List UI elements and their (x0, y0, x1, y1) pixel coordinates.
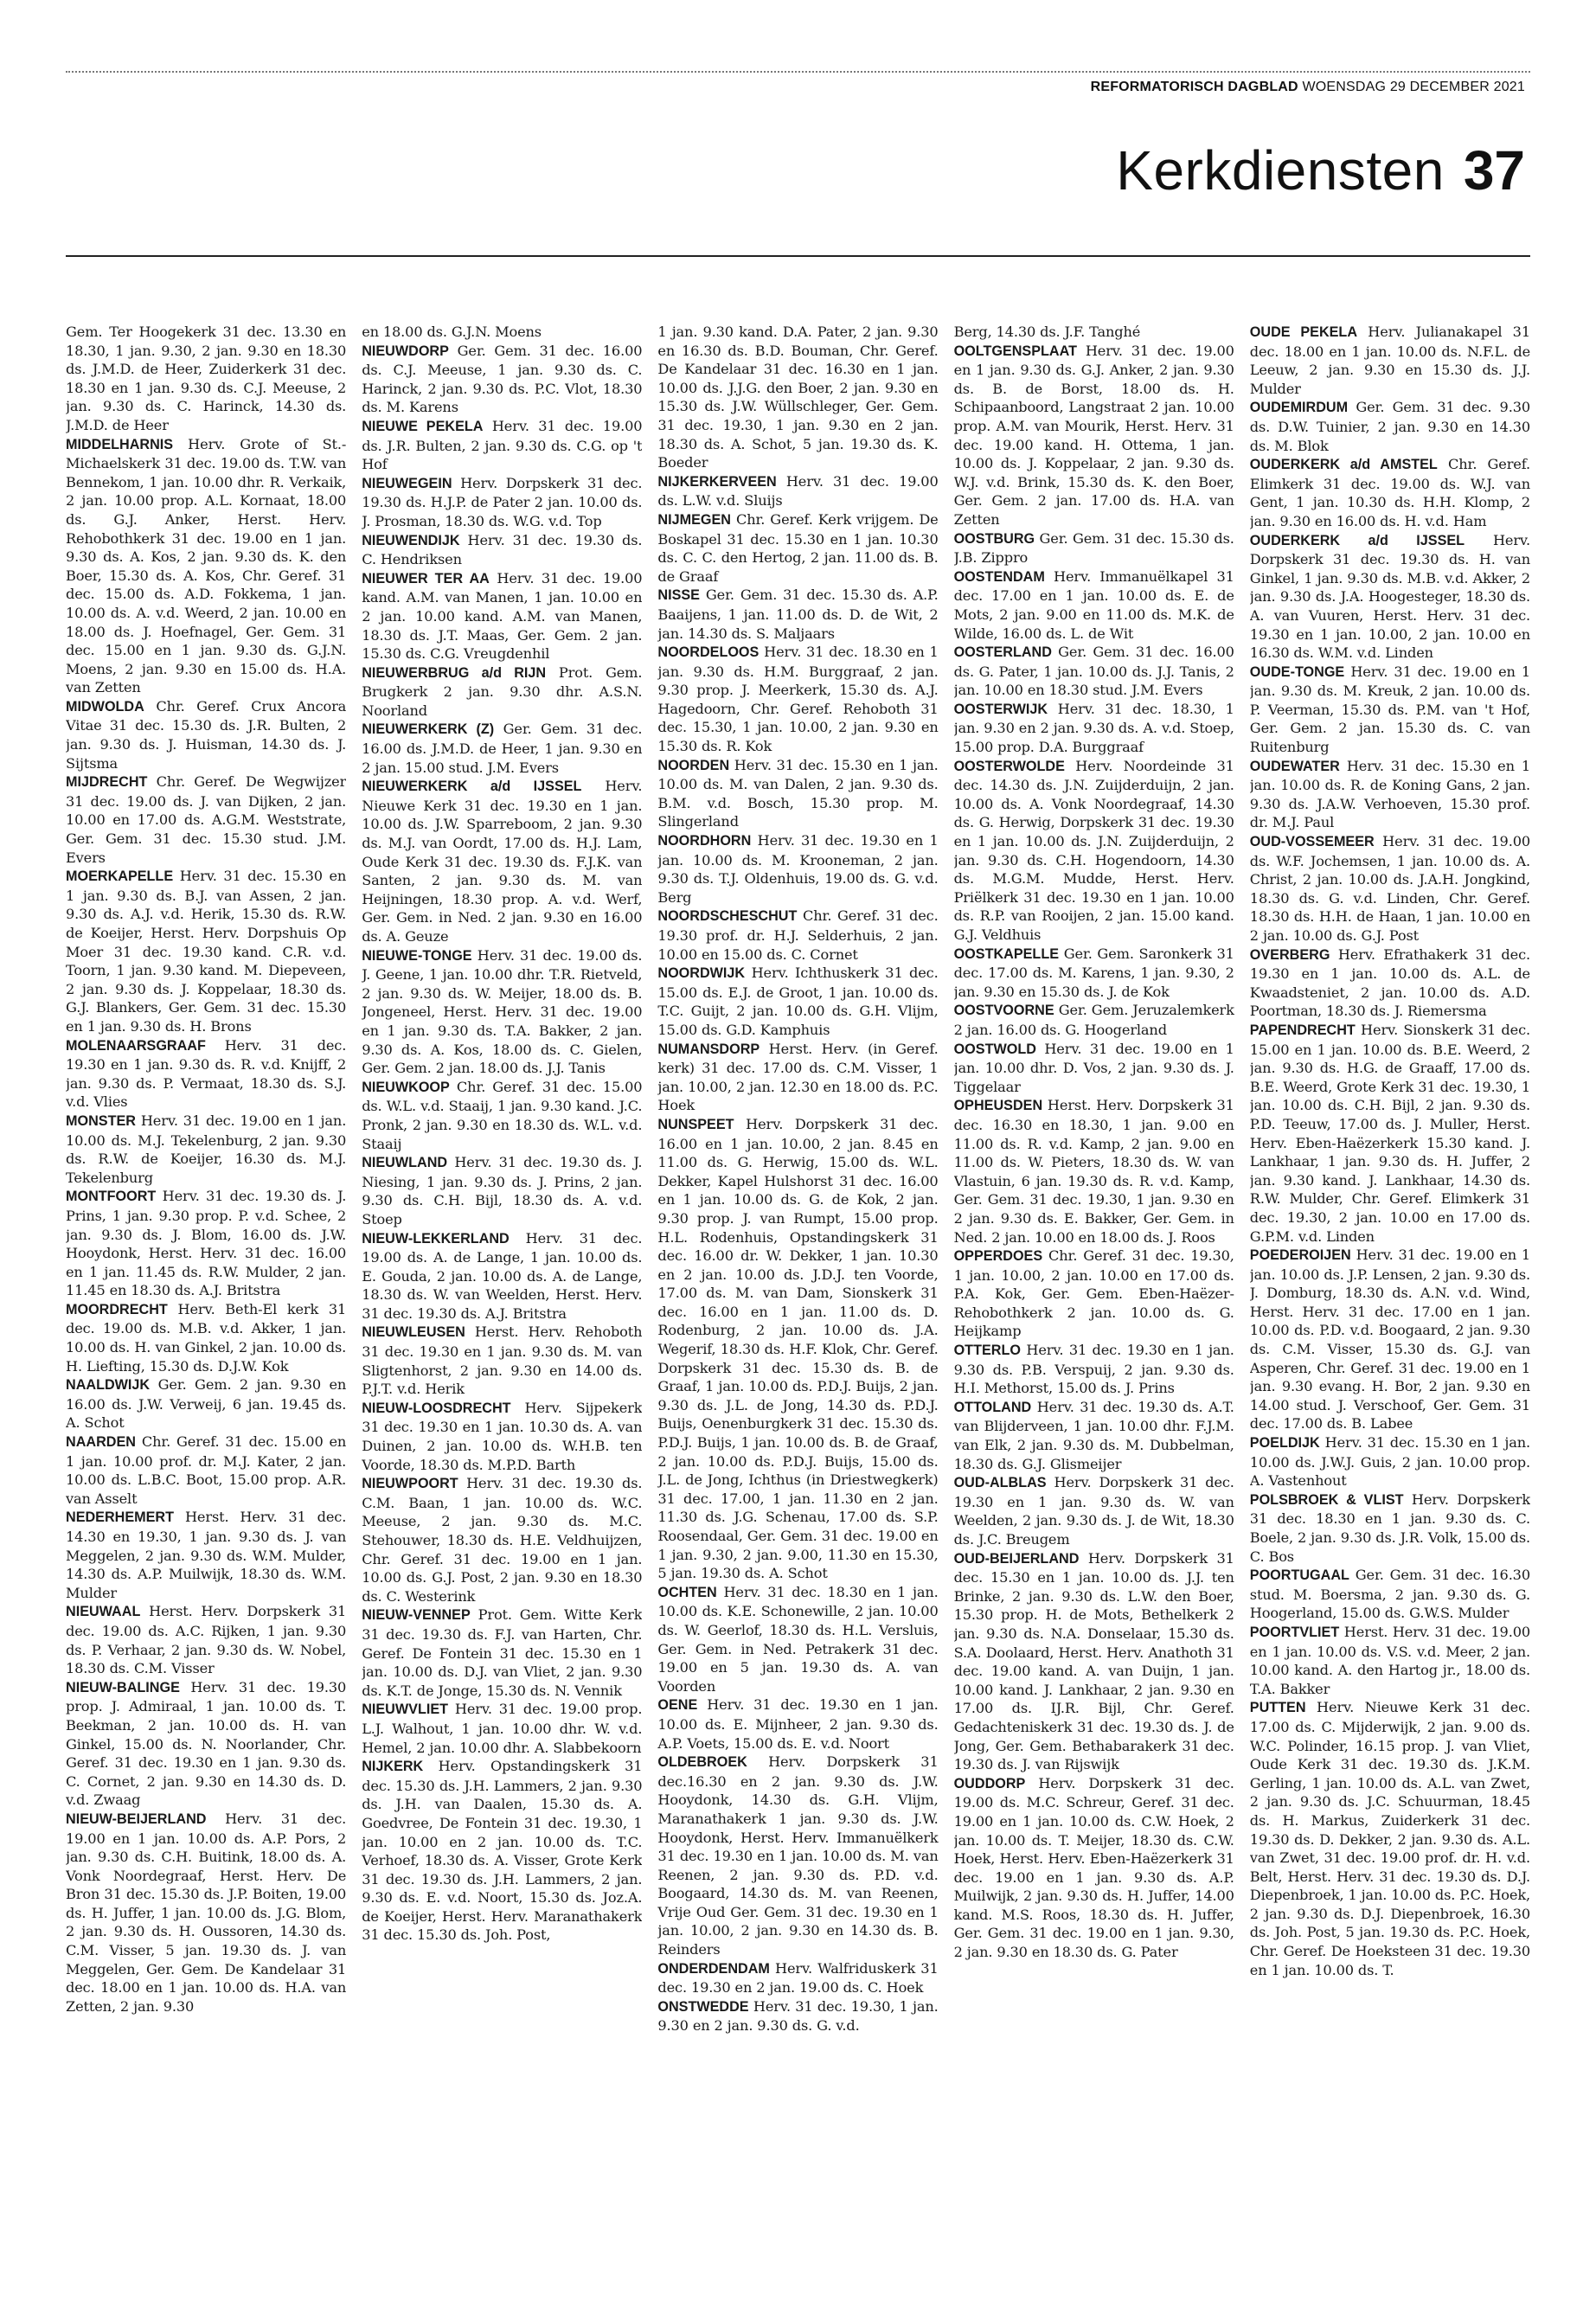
service-details: Herv. 31 dec. 19.00 ds. W.F. Jochemsen, 1 jan. 10.00 ds. A. Christ, 2 jan. 10.00 ds. J.A.H. Jongkind, 18.30 ds. G. v.d. Linden, Chr. Geref. 18.30 ds. H.H. de Haan, 1 jan. 10.00 en 2 jan. 10.00 ds. G.J. Post (1249, 833, 1530, 944)
service-details: Herv. 31 dec. 19.30 en 1 jan. 10.00 ds. M. Krooneman, 2 jan. 9.30 ds. T.J. Oldenhuis, 19.00 ds. G. v.d. Berg (657, 832, 939, 906)
service-details: Ger. Gem. 31 dec. 16.00 ds. C.J. Meeuse, 1 jan. 9.30 ds. C. Harinck, 2 jan. 9.30 ds. P.C. Vlot, 18.30 ds. M. Karens (362, 342, 643, 416)
service-details: Herv. 31 dec. 18.30, 1 jan. 9.30 en 2 jan. 9.30 ds. A. v.d. Stoep, 15.00 prop. D.A. Burggraaf (953, 700, 1234, 756)
church-service-entry (657, 964, 938, 1039)
service-details: Herv. 31 dec. 18.30 en 1 jan. 10.00 ds. K.E. Schonewille, 2 jan. 10.00 ds. W. Geerlof, 18.30 ds. H.L. Versluis, Ger. Gem. in Ned. Petrakerk 31 dec. 19.00 en 5 jan. 19.30 ds. A. van Voorden (657, 1583, 939, 1695)
church-service-entry (657, 1695, 938, 1753)
church-service-entry (1250, 323, 1530, 398)
service-details: Herst. Herv. Dorpskerk 31 dec. 19.00 ds. A.C. Rijken, 1 jan. 9.30 ds. P. Verhaar, 2 jan. 9.30 ds. W. Nobel, 18.30 ds. C.M. Visser (66, 1603, 347, 1677)
place-name: PAPENDRECHT (1249, 1022, 1356, 1038)
church-service-entry (954, 1398, 1234, 1473)
church-service-entry (954, 643, 1234, 700)
church-service-entry (1250, 1021, 1530, 1246)
service-details: Herv. Dorpskerk 31 dec. 19.30 en 1 jan. 9.30 ds. W. van Weelden, 2 jan. 9.30 ds. J. de Wit, 18.30 ds. J.C. Breugem (953, 1474, 1234, 1548)
service-details: Herv. 31 dec. 15.30 en 1 jan. 10.00 ds. M. van Dalen, 2 jan. 9.30 ds. B.M. v.d. Bosch, 15.30 prop. M. Slingerland (657, 756, 939, 830)
service-details: Herv. 31 dec. 19.00 en 1 jan. 9.30 ds. M. Kreuk, 2 jan. 10.00 ds. P. Veerman, 15.30 ds. P.M. van 't Hof, Ger. Gem. 2 jan. 15.30 ds. C. van Ruitenburg (1249, 663, 1530, 756)
place-name: OUDDORP (953, 1775, 1026, 1791)
service-details: Chr. Geref. Crux Ancora Vitae 31 dec. 15.30 ds. J.R. Bulten, 2 jan. 9.30 ds. J. Huisman, 14.30 ds. J. Sijtsma (66, 697, 347, 772)
service-details: Herv. Nieuwe Kerk 31 dec. 17.00 ds. C. Mijderwijk, 2 jan. 9.00 ds. W.C. Polinder, 16.15 prop. J. van Vliet, Oude Kerk 31 dec. 19.30 ds. J.K.M. Gerling, 1 jan. 10.00 ds. A.L. van Zwet, 2 jan. 9.30 ds. J.C. Schuurman, 18.45 ds. H. Markus, Zuiderkerk 31 dec. 19.30 ds. D. Dekker, 2 jan. 9.30 ds. A.L. van Zwet, 31 dec. 19.00 prof. dr. H. v.d. Belt, Herst. Herv. 31 dec. 19.30 ds. D.J. Diepenbroek, 1 jan. 10.00 ds. P.C. Hoek, 2 jan. 9.30 ds. D.J. Diepenbroek, 16.30 ds. Joh. Post, 5 jan. 19.30 ds. P.C. Hoek, Chr. Geref. De Hoeksteen 31 dec. 19.30 en 1 jan. 10.00 ds. T. (1249, 1699, 1530, 1978)
place-name: NIJKERKERVEEN (657, 473, 777, 490)
service-details: Herv. Dorpskerk 31 dec. 19.00 ds. M.C. Schreur, Geref. 31 dec. 19.00 en 1 jan. 10.00 ds. C.W. Hoek, 2 jan. 10.00 ds. T. Meijer, 18.30 ds. C.W. Hoek, Herst. Herv. Eben-Haëzerkerk 31 dec. 19.00 en 1 jan. 9.30 ds. A.P. Muilwijk, 2 jan. 9.30 ds. H. Juffer, 14.00 kand. M.S. Roos, 18.30 ds. H. Juffer, Ger. Gem. 31 dec. 19.00 en 1 jan. 9.30, 2 jan. 9.30 en 18.30 ds. G. Pater (953, 1774, 1234, 1961)
service-details: Chr. Geref. 31 dec. 15.00 ds. W.L. v.d. Staaij, 1 jan. 9.30 kand. J.C. Pronk, 2 jan. 9.30 en 18.30 ds. W.L. v.d. Staaij (362, 1078, 643, 1152)
place-name: NIEUWAAL (66, 1604, 141, 1620)
church-service-entry (66, 1300, 346, 1375)
church-service-entry (954, 323, 1234, 342)
church-service-entry (954, 945, 1234, 1002)
church-service-entry (66, 1433, 346, 1508)
church-service-entry (362, 474, 642, 531)
church-service-entry (66, 323, 346, 435)
service-details: Herv. 31 dec. 18.30 en 1 jan. 9.30 ds. H.M. Burggraaf, 2 jan. 9.30 prop. J. Meerkerk, 15.30 ds. A.J. Hagedoorn, Chr. Geref. Rehoboth 31 dec. 15.30, 1 jan. 10.00, 2 jan. 9.30 en 15.30 ds. R. Kok (657, 644, 939, 755)
church-service-entry (66, 772, 346, 867)
church-service-entry (657, 323, 938, 472)
church-service-entry (657, 756, 938, 831)
service-details: Herv. 31 dec. 19.30 ds. C.M. Baan, 1 jan. 10.00 ds. W.C. Meeuse, 2 jan. 9.30 ds. M.C. Stehouwer, 18.30 ds. H.E. Veldhuijzen, Chr. Geref. 31 dec. 19.00 en 1 jan. 10.00 ds. G.J. Post, 2 jan. 9.30 en 18.30 ds. C. Westerink (362, 1475, 643, 1605)
church-service-entry (1250, 757, 1530, 832)
church-service-entry (362, 323, 642, 342)
church-service-entry (657, 472, 938, 510)
newspaper-name: REFORMATORISCH DAGBLAD (1090, 80, 1298, 94)
service-details: Herv. Dorpskerk 31 dec. 19.30 ds. H.J.P. de Pater 2 jan. 10.00 ds. J. Prosman, 18.30 ds. W.G. v.d. Top (362, 474, 643, 529)
church-service-entry (1250, 1623, 1530, 1698)
place-name: NAARDEN (66, 1434, 136, 1451)
service-details: Herv. Dorpskerk 31 dec.16.30 en 2 jan. 9.30 ds. J.W. Hooydonk, 14.30 ds. G.H. Vlijm, Maranathakerk 1 jan. 9.30 ds. J.W. Hooydonk, Herst. Herv. Immanuëlkerk 31 dec. 19.30 en 1 jan. 10.00 ds. M. van Reenen, 2 jan. 9.30 ds. P.D. v.d. Boogaard, 14.30 ds. M. van Reenen, Vrije Oud Ger. Gem. 31 dec. 19.30 en 1 jan. 10.00, 2 jan. 9.30 en 14.30 ds. B. Reinders (657, 1753, 939, 1958)
church-service-entry (362, 663, 642, 721)
church-service-entry (657, 643, 938, 756)
service-details: Herv. 31 dec. 19.00 en 1 jan. 10.00 ds. M.J. Tekelenburg, 2 jan. 9.30 ds. R.W. de Koeijer, 16.30 ds. M.J. Tekelenburg (66, 1112, 347, 1186)
service-details: en 18.00 ds. G.J.N. Moens (362, 324, 542, 340)
place-name: MOLENAARSGRAAF (66, 1037, 206, 1054)
service-details: Herv. Walfriduskerk 31 dec. 19.30 en 2 jan. 19.00 ds. C. Hoek (657, 1959, 939, 1997)
place-name: NISSE (657, 587, 700, 604)
service-details: Chr. Geref. De Wegwijzer 31 dec. 19.00 ds. J. van Dijken, 2 jan. 10.00 en 17.00 ds. A.G.M. Weststrate, Ger. Gem. 31 dec. 15.30 stud. J.M. Evers (66, 773, 347, 866)
service-details: Herv. 31 dec. 19.00 ds. J.R. Bulten, 2 jan. 9.30 ds. C.G. op 't Hof (362, 417, 643, 473)
place-name: OUDEWATER (1249, 758, 1340, 774)
place-name: OOSTVOORNE (953, 1003, 1054, 1019)
place-name: NIEUW-BALINGE (66, 1679, 180, 1695)
place-name: OCHTEN (657, 1584, 717, 1600)
column-1 (66, 323, 346, 2256)
service-details: Ger. Gem. 31 dec. 9.30 ds. D.W. Tuinier, 2 jan. 9.30 en 14.30 ds. M. Blok (1249, 399, 1530, 454)
header-rule (66, 255, 1530, 257)
church-service-entry (657, 907, 938, 964)
place-name: NIEUWERKERK (Z) (362, 721, 495, 738)
church-service-entry (657, 1959, 938, 1997)
place-name: NIJKERK (362, 1759, 424, 1775)
church-service-entry (362, 1078, 642, 1153)
place-name: NIEUWLAND (362, 1155, 448, 1171)
place-name: OUDE-TONGE (1249, 663, 1345, 680)
church-service-entry (1250, 1246, 1530, 1433)
church-service-entry (362, 720, 642, 777)
service-details: Herst. Herv. (in Geref. kerk) 31 dec. 17.00 ds. C.M. Visser, 1 jan. 10.00, 2 jan. 12.30 en 18.00 ds. P.C. Hoek (657, 1040, 939, 1114)
church-service-entry (362, 1700, 642, 1757)
church-service-entry (1250, 1698, 1530, 1979)
service-details: Herv. Dorpskerk 31 dec. 15.30 en 1 jan. 10.00 ds. J.J. ten Brinke, 2 jan. 9.30 ds. L.W. den Boer, 15.30 prop. H. de Mots, Bethelkerk 2 jan. 9.30 ds. N.A. Donselaar, 15.30 ds. S.A. Doolaard, Herst. Herv. Anathoth 31 dec. 19.00 kand. A. van Duijn, 1 jan. 10.00 kand. J. Lankhaar, 2 jan. 9.30 en 17.00 ds. IJ.R. Bijl, Chr. Geref. Gedachteniskerk 31 dec. 19.30 ds. J. de Jong, Ger. Gem. Bethabarakerk 31 dec. 19.30 ds. J. van Rijswijk (953, 1549, 1234, 1773)
service-details: Herv. Immanuëlkapel 31 dec. 17.00 en 1 jan. 10.00 ds. E. de Mots, 2 jan. 9.00 en 11.00 ds. M.K. de Wilde, 16.00 ds. L. de Wit (953, 567, 1234, 642)
service-details: Herv. 31 dec. 19.00 kand. A.M. van Manen, 1 jan. 10.00 en 2 jan. 10.00 kand. A.M. van Manen, 18.30 ds. J.T. Maas, Ger. Gem. 2 jan. 15.30 ds. C.G. Vreugdenhil (362, 569, 643, 663)
place-name: NOORDWIJK (657, 965, 746, 982)
church-service-entry (954, 567, 1234, 643)
service-details: Herst. Herv. 31 dec. 14.30 en 19.30, 1 jan. 9.30 ds. J. van Meggelen, 2 jan. 9.30 ds. W.M. Mulder, 14.30 ds. A.P. Muilwijk, 18.30 ds. W.M. Mulder (66, 1509, 347, 1601)
church-service-entry (1250, 455, 1530, 530)
church-service-entry (657, 510, 938, 586)
service-details: Gem. Ter Hoogekerk 31 dec. 13.30 en 18.30, 1 jan. 9.30, 2 jan. 9.30 en 18.30 ds. J.M.D. de Heer, Zuiderkerk 31 dec. 18.30 en 1 jan. 9.30 ds. C.J. Meeuse, 2 jan. 9.30 ds. C. Harinck, 14.30 ds. J.M.D. de Heer (66, 324, 347, 433)
service-details: Herv. 31 dec. 19.30 en 1 jan. 9.30 ds. R. v.d. Knijff, 2 jan. 9.30 ds. P. Vermaat, 18.30 ds. S.J. v.d. Vlies (66, 1036, 347, 1111)
church-service-entry (362, 342, 642, 417)
church-service-entry (1250, 1433, 1530, 1490)
place-name: OTTOLAND (953, 1399, 1032, 1415)
church-service-entry (362, 1606, 642, 1700)
service-details: Herv. 31 dec. 19.30 ds. J. Prins, 1 jan. 9.30 prop. P. v.d. Schee, 2 jan. 9.30 ds. J. Blom, 16.00 ds. J.W. Hooydonk, Herst. Herv. 31 dec. 16.00 en 1 jan. 11.45 ds. R.W. Mulder, 2 jan. 11.45 en 18.30 ds. A.J. Britstra (66, 1188, 347, 1299)
place-name: NEDERHEMERT (66, 1509, 175, 1526)
place-name: NOORDHORN (657, 833, 752, 849)
place-name: NIJMEGEN (657, 511, 731, 528)
place-name: MIDDELHARNIS (66, 436, 174, 452)
church-service-entry (66, 1508, 346, 1602)
listing-columns (66, 323, 1530, 2256)
place-name: OUD-BEIJERLAND (953, 1550, 1080, 1567)
church-service-entry (1250, 531, 1530, 663)
church-service-entry (66, 1375, 346, 1433)
church-service-entry (362, 777, 642, 945)
place-name: OOLTGENSPLAAT (953, 343, 1077, 359)
place-name: OOSTBURG (953, 530, 1035, 547)
place-name: OUDERKERK a/d IJSSEL (1249, 532, 1465, 548)
place-name: OUDERKERK a/d AMSTEL (1249, 457, 1438, 473)
church-service-entry (66, 1187, 346, 1300)
service-details: Herv. Ichthuskerk 31 dec. 15.00 ds. E.J. de Groot, 1 jan. 10.00 ds. T.C. Guijt, 2 jan. 10.00 ds. G.H. Vlijm, 15.00 ds. G.D. Kamphuis (657, 965, 939, 1038)
service-details: Ger. Gem. 31 dec. 16.00 ds. J.M.D. de Heer, 1 jan. 9.30 en 2 jan. 15.00 stud. J.M. Evers (362, 721, 643, 776)
place-name: ONDERDENDAM (657, 1960, 770, 1977)
column-3 (657, 323, 938, 2256)
service-details: Herv. Beth-El kerk 31 dec. 19.00 ds. M.B. v.d. Akker, 1 jan. 10.00 ds. H. van Ginkel, 2 jan. 10.00 ds. H. Liefting, 15.30 ds. D.J.W. Kok (66, 1300, 347, 1375)
place-name: OOSTWOLD (953, 1041, 1036, 1057)
service-details: Herv. 31 dec. 19.30 ds. C. Hendriksen (362, 531, 643, 568)
place-name: NOORDSCHESCHUT (657, 908, 798, 925)
place-name: NIEUWER TER AA (362, 570, 490, 586)
column-2 (362, 323, 642, 2256)
service-details: Chr. Geref. 31 dec. 15.00 en 1 jan. 10.00 prof. dr. M.J. Kater, 2 jan. 10.00 ds. L.B.C. Boot, 15.00 prop. A.R. van Asselt (66, 1433, 347, 1507)
church-service-entry (657, 1997, 938, 2035)
church-service-entry (954, 1473, 1234, 1548)
place-name: OOSTERLAND (953, 644, 1052, 661)
church-service-entry (954, 1096, 1234, 1247)
place-name: NIEUWERKERK a/d IJSSEL (362, 779, 582, 795)
section-title: Kerkdiensten (1116, 139, 1445, 202)
church-service-entry (362, 946, 642, 1078)
service-details: Ger. Gem. Jeruzalemkerk 2 jan. 16.00 ds. G. Hoogerland (953, 1002, 1234, 1038)
service-details: Chr. Geref. Elimkerk 31 dec. 19.00 ds. W.J. van Gent, 1 jan. 10.30 ds. H.H. Klomp, 2 jan. 9.30 en 16.00 ds. H. v.d. Ham (1249, 456, 1530, 529)
service-details: Herv. 31 dec. 19.30 ds. J. Niesing, 1 jan. 9.30 ds. J. Prins, 2 jan. 9.30 ds. C.H. Bijl, 18.30 ds. A. v.d. Stoep (362, 1154, 643, 1227)
place-name: NIEUWLEUSEN (362, 1324, 465, 1341)
place-name: OPPERDOES (953, 1248, 1043, 1265)
place-name: OUDEMIRDUM (1249, 400, 1349, 416)
service-details: Berg, 14.30 ds. J.F. Tanghé (953, 324, 1141, 340)
place-name: NIEUWE-TONGE (362, 947, 472, 964)
church-service-entry (1250, 1566, 1530, 1623)
place-name: OPHEUSDEN (953, 1098, 1043, 1114)
place-name: OLDEBROEK (657, 1754, 747, 1771)
service-details: Herst. Herv. Rehoboth 31 dec. 19.30 en 1 jan. 9.30 ds. M. van Sligtenhorst, 2 jan. 9.30 en 14.00 ds. P.J.T. v.d. Herik (362, 1324, 643, 1398)
service-details: Herv. 31 dec. 19.00 ds. L.W. v.d. Sluijs (657, 472, 939, 510)
service-details: Ger. Gem. 2 jan. 9.30 en 16.00 ds. J.W. Verweij, 6 jan. 19.45 ds. A. Schot (66, 1376, 347, 1432)
place-name: POORTVLIET (1249, 1624, 1340, 1640)
top-dotted-rule (66, 71, 1530, 73)
service-details: Herv. Sijpekerk 31 dec. 19.30 en 1 jan. 10.30 ds. A. van Duinen, 2 jan. 10.00 ds. W.H.B. ten Voorde, 18.30 ds. M.P.D. Barth (362, 1399, 643, 1473)
service-details: Ger. Gem. 31 dec. 16.00 ds. G. Pater, 1 jan. 10.00 ds. J.J. Tanis, 2 jan. 10.00 en 18.30 stud. J.M. Evers (953, 644, 1234, 699)
place-name: NUMANSDORP (657, 1041, 760, 1057)
service-details: Herv. 31 dec. 19.00 ds. A. de Lange, 1 jan. 10.00 ds. E. Gouda, 2 jan. 10.00 ds. A. de Lange, 18.30 ds. W. van Weelden, Herst. Herv. 31 dec. 19.30 ds. A.J. Britstra (362, 1229, 643, 1322)
service-details: Chr. Geref. 31 dec. 19.30, 1 jan. 10.00, 2 jan. 10.00 en 17.00 ds. P.A. Kok, Ger. Gem. Eben-Haëzer-Rehobothkerk 2 jan. 10.00 ds. G. Heijkamp (953, 1247, 1234, 1340)
column-4 (954, 323, 1234, 2256)
service-details: Ger. Gem. Saronkerk 31 dec. 17.00 ds. M. Karens, 1 jan. 9.30, 2 jan. 9.30 en 15.30 ds. J. de Kok (953, 945, 1234, 1000)
issue-date: WOENSDAG 29 DECEMBER 2021 (1302, 80, 1525, 94)
church-service-entry (954, 1774, 1234, 1962)
service-details: Herv. Efrathakerk 31 dec. 19.30 en 1 jan. 10.00 ds. A.L. de Kwaadsteniet, 2 jan. 10.00 ds. A.D. Poortman, 18.30 ds. J. Riemersma (1249, 945, 1530, 1020)
service-details: Herv. Julianakapel 31 dec. 18.00 en 1 jan. 10.00 ds. N.F.L. de Leeuw, 2 jan. 9.30 en 15.30 ds. J.J. Mulder (1249, 324, 1530, 397)
church-service-entry (362, 531, 642, 569)
service-details: Herv. Dorpskerk 31 dec. 18.30 en 1 jan. 9.30 ds. C. Boele, 2 jan. 9.30 ds. J.R. Volk, 15.00 ds. C. Bos (1249, 1490, 1530, 1565)
place-name: OUDE PEKELA (1249, 324, 1358, 340)
place-name: PUTTEN (1249, 1700, 1306, 1716)
church-service-entry (954, 700, 1234, 757)
service-details: Herv. 31 dec. 19.30 en 1 jan. 9.30 ds. P.B. Verspuij, 2 jan. 9.30 ds. H.I. Methorst, 15.00 ds. J. Prins (953, 1342, 1234, 1397)
service-details: Herv. 31 dec. 19.00 en 1 jan. 10.00 dhr. D. Vos, 2 jan. 9.30 ds. J. Tiggelaar (953, 1040, 1234, 1095)
church-service-entry (954, 757, 1234, 945)
place-name: NIEUWDORP (362, 343, 449, 359)
service-details: Herv. 31 dec. 19.00 ds. J. Geene, 1 jan. 10.00 dhr. T.R. Rietveld, 2 jan. 9.30 ds. W. Meijer, 18.00 ds. B. Jongeneel, Herst. Herv. 31 dec. 19.00 en 1 jan. 9.30 ds. T.A. Bakker, 2 jan. 9.30 ds. A. Kos, 18.00 ds. C. Gielen, Ger. Gem. 2 jan. 18.00 ds. J.J. Tanis (362, 946, 643, 1077)
place-name: NIEUW-LOOSDRECHT (362, 1400, 511, 1416)
church-service-entry (657, 1753, 938, 1959)
place-name: MOERKAPELLE (66, 868, 174, 885)
service-details: Prot. Gem. Witte Kerk 31 dec. 19.30 ds. F.J. van Harten, Chr. Geref. De Fontein 31 dec. 15.30 en 1 jan. 10.00 ds. D.J. van Vliet, 2 jan. 9.30 ds. K.T. de Jonge, 15.30 ds. N. Vennik (362, 1606, 643, 1699)
service-details: Herv. 31 dec. 19.30 prop. J. Admiraal, 1 jan. 10.00 ds. T. Beekman, 2 jan. 10.00 ds. H. van Ginkel, 15.00 ds. N. Noorlander, Chr. Geref. 31 dec. 19.30 en 1 jan. 9.30 ds. C. Cornet, 2 jan. 9.30 en 14.30 ds. D. v.d. Zwaag (66, 1678, 347, 1809)
church-service-entry (362, 1229, 642, 1324)
place-name: NIEUWVLIET (362, 1702, 449, 1718)
service-details: Herv. Grote of St.-Michaelskerk 31 dec. 19.00 ds. T.W. van Bennekom, 1 jan. 10.00 dhr. R. Verkaik, 2 jan. 10.00 prop. A.L. Kornaat, 18.00 ds. G.J. Anker, Herst. Herv. Rehobothkerk 31 dec. 19.00 en 1 jan. 9.30 ds. A. Kos, 2 jan. 9.30 ds. K. den Boer, 15.30 ds. A. Kos, Chr. Geref. 31 dec. 15.00 ds. A.D. Fokkema, 1 jan. 10.00 ds. A. v.d. Weerd, 2 jan. 10.00 en 18.00 ds. J. Hoefnagel, Ger. Gem. 31 dec. 15.00 en 1 jan. 9.30 ds. G.J.N. Moens, 2 jan. 9.30 en 15.00 ds. H.A. van Zetten (66, 435, 347, 696)
service-details: Herv. Sionskerk 31 dec. 15.00 en 1 jan. 10.00 ds. B.E. Weerd, 2 jan. 9.30 ds. H.G. de Graaff, 17.00 ds. B.E. Weerd, Grote Kerk 31 dec. 19.30, 1 jan. 10.00 ds. C.H. Bijl, 2 jan. 9.30 ds. P.D. Teeuw, 17.00 ds. J. Muller, Herst. Herv. Eben-Haëzerkerk 15.30 kand. J. Lankhaar, 1 jan. 9.30 ds. H. Juffer, 2 jan. 9.30 kand. J. Lankhaar, 14.30 ds. R.W. Mulder, Chr. Geref. Elimkerk 31 dec. 19.30, 2 jan. 10.00 en 17.00 ds. G.P.M. v.d. Linden (1249, 1021, 1530, 1245)
service-details: Herv. Dorpskerk 31 dec. 16.00 en 1 jan. 10.00, 2 jan. 8.45 en 11.00 ds. G. Herwig, 15.00 ds. W.L. Dekker, Kapel Hulshorst 31 dec. 16.00 en 1 jan. 10.00 ds. G. de Kok, 2 jan. 9.30 prop. J. van Rumpt, 15.00 prop. H.L. Rodenhuis, Opstandingskerk 31 dec. 16.00 dr. W. Dekker, 1 jan. 10.30 en 2 jan. 10.00 ds. J.D.J. ten Voorde, 17.00 ds. M. van Dam, Sionskerk 31 dec. 16.00 en 1 jan. 11.00 ds. D. Rodenburg, 2 jan. 10.00 ds. J.A. Wegerif, 18.30 ds. H.F. Klok, Chr. Geref. Dorpskerk 31 dec. 15.30 ds. B. de Graaf, 1 jan. 10.00 ds. P.D.J. Buijs, 2 jan. 9.30 ds. J.L. de Jong, 14.30 ds. P.D.J. Buijs, Oenenburgkerk 31 dec. 15.30 ds. P.D.J. Buijs, 1 jan. 10.00 ds. B. de Graaf, 2 jan. 10.00 ds. P.D.J. Buijs, 15.00 ds. J.L. de Jong, Ichthus (in Driestwegkerk) 31 dec. 17.00, 1 jan. 11.30 en 2 jan. 11.30 ds. J.G. Schenau, 17.00 ds. S.P. Roosendaal, Ger. Gem. 31 dec. 19.00 en 1 jan. 9.30, 2 jan. 9.00, 11.30 en 15.30, 5 jan. 19.30 ds. A. Schot (657, 1115, 939, 1582)
place-name: POLSBROEK & VLIST (1249, 1491, 1404, 1508)
service-details: Herst. Herv. Dorpskerk 31 dec. 16.30 en 18.30, 1 jan. 9.00 en 11.00 ds. R. v.d. Kamp, 2 jan. 9.00 en 11.00 ds. W. Pieters, 18.30 ds. W. van Vlastuin, 6 jan. 19.30 ds. R. v.d. Kamp, Ger. Gem. 31 dec. 19.30, 1 jan. 9.30 en 2 jan. 9.30 ds. E. Bakker, Ger. Gem. in Ned. 2 jan. 10.00 en 18.00 ds. J. Roos (953, 1097, 1234, 1246)
place-name: POORTUGAAL (1249, 1567, 1349, 1584)
place-name: NIEUWERBRUG a/d RIJN (362, 664, 547, 681)
place-name: NOORDELOOS (657, 644, 760, 661)
service-details: Herv. 31 dec. 19.00 en 1 jan. 9.30 ds. G.J. Anker, 2 jan. 9.30 ds. B. de Borst, 18.00 ds. H. Schipaanboord, Langstraat 2 jan. 10.00 prop. A.M. van Mourik, Herst. Herv. 31 dec. 19.00 kand. H. Ottema, 1 jan. 10.00 ds. J. Koppelaar, 2 jan. 9.30 ds. W.J. v.d. Brink, 15.30 ds. K. den Boer, Ger. Gem. 2 jan. 17.00 ds. H.A. van Zetten (953, 342, 1234, 528)
place-name: MIJDRECHT (66, 774, 148, 791)
service-details: Chr. Geref. Kerk vrijgem. De Boskapel 31 dec. 15.30 en 1 jan. 10.30 ds. C. C. den Hertog, 2 jan. 11.00 ds. B. de Graaf (657, 510, 939, 585)
service-details: Herv. Noordeinde 31 dec. 14.30 ds. J.N. Zuijderduijn, 2 jan. 10.00 ds. A. Vonk Noordegraaf, 14.30 ds. G. Herwig, Dorpskerk 31 dec. 19.30 en 1 jan. 10.00 ds. J.N. Zuijderduijn, 2 jan. 9.30 ds. C.H. Hogendoorn, 14.30 ds. M.G.M. Mudde, Herst. Herv. Priëlkerk 31 dec. 19.30 en 1 jan. 10.00 ds. R.P. van Rooijen, 2 jan. 15.00 kand. G.J. Veldhuis (953, 757, 1234, 943)
church-service-entry (657, 1583, 938, 1696)
place-name: MONSTER (66, 1112, 136, 1129)
service-details: Herv. 31 dec. 19.30 ds. A.T. van Blijderveen, 1 jan. 10.00 dhr. F.J.M. van Elk, 2 jan. 9.30 ds. M. Dubbelman, 18.30 ds. G.J. Glismeijer (953, 1398, 1234, 1472)
church-service-entry (362, 1323, 642, 1398)
place-name: POEDEROIJEN (1249, 1247, 1351, 1264)
church-service-entry (954, 342, 1234, 529)
place-name: NIEUWEGEIN (362, 475, 452, 491)
church-service-entry (657, 586, 938, 643)
church-service-entry (66, 435, 346, 697)
church-service-entry (657, 831, 938, 907)
place-name: OOSTKAPELLE (953, 945, 1060, 962)
church-service-entry (954, 1247, 1234, 1341)
church-service-entry (66, 697, 346, 772)
church-service-entry (954, 1341, 1234, 1398)
service-details: Herv. 31 dec. 15.30 en 1 jan. 10.00 ds. J.W.J. Guis, 2 jan. 10.00 prop. A. Vastenhout (1249, 1434, 1530, 1490)
place-name: POELDIJK (1249, 1435, 1320, 1452)
masthead (1091, 80, 1525, 95)
column-5 (1250, 323, 1530, 2256)
service-details: Chr. Geref. 31 dec. 19.30 prof. dr. H.J. Selderhuis, 2 jan. 10.00 en 15.00 ds. C. Cornet (657, 907, 939, 963)
place-name: OENE (657, 1697, 698, 1714)
church-service-entry (1250, 1490, 1530, 1566)
service-details: Herv. Opstandingskerk 31 dec. 15.30 ds. J.H. Lammers, 2 jan. 9.30 ds. J.H. van Daalen, 15.30 ds. A. Goedvree, De Fontein 31 dec. 19.30, 1 jan. 10.00 en 2 jan. 10.00 ds. T.C. Verhoef, 18.30 ds. A. Visser, Grote Kerk 31 dec. 19.30 ds. J.H. Lammers, 2 jan. 9.30 ds. E. v.d. Noort, 15.30 ds. Joz.A. de Koeijer, Herst. Herv. Maranathakerk 31 dec. 15.30 ds. Joh. Post, (362, 1758, 643, 1944)
church-service-entry (954, 1549, 1234, 1774)
service-details: Herv. 31 dec. 19.00 en 1 jan. 10.00 ds. A.P. Pors, 2 jan. 9.30 ds. C.H. Buitink, 18.00 ds. A. Vonk Noordegraaf, Herst. Herv. De Bron 31 dec. 15.30 ds. J.P. Boiten, 19.00 ds. H. Juffer, 1 jan. 10.00 ds. J.G. Blom, 2 jan. 9.30 ds. H. Oussoren, 14.30 ds. C.M. Visser, 5 jan. 19.30 ds. J. van Meggelen, Ger. Gem. De Kandelaar 31 dec. 18.00 en 1 jan. 10.00 ds. H.A. van Zetten, 2 jan. 9.30 (66, 1810, 347, 2015)
church-service-entry (954, 529, 1234, 567)
church-service-entry (657, 1115, 938, 1583)
page-header (1116, 138, 1525, 216)
place-name: MIDWOLDA (66, 698, 144, 715)
place-name: MOORDRECHT (66, 1301, 168, 1317)
church-service-entry (657, 1040, 938, 1115)
church-service-entry (1250, 398, 1530, 455)
service-details: Herv. 31 dec. 19.30 en 1 jan. 10.00 ds. E. Mijnheer, 2 jan. 9.30 ds. A.P. Voets, 15.00 ds. E. v.d. Noort (657, 1696, 939, 1752)
service-details: Herv. Dorpskerk 31 dec. 19.30 ds. H. van Ginkel, 1 jan. 9.30 ds. M.B. v.d. Akker, 2 jan. 9.30 ds. J.A. Hoogesteger, 18.30 ds. A. van Vuuren, Herst. Herv. 31 dec. 19.30 en 1 jan. 10.00, 2 jan. 10.00 en 16.30 ds. W.M. v.d. Linden (1249, 531, 1530, 662)
church-service-entry (66, 1036, 346, 1112)
service-details: Herv. 31 dec. 15.30 en 1 jan. 9.30 ds. B.J. van Assen, 2 jan. 9.30 ds. A.J. v.d. Herik, 15.30 ds. R.W. de Koeijer, Herst. Herv. Dorpshuis Op Moer 31 dec. 19.30 kand. C.R. v.d. Toorn, 1 jan. 9.30 kand. M. Diepeveen, 2 jan. 9.30 ds. J. Koppelaar, 18.30 ds. G.J. Blankers, Ger. Gem. 31 dec. 15.30 en 1 jan. 9.30 ds. H. Brons (66, 868, 347, 1035)
place-name: NIEUW-VENNEP (362, 1607, 471, 1624)
place-name: NIEUWE PEKELA (362, 418, 484, 434)
service-details: Ger. Gem. 31 dec. 15.30 ds. A.P. Baaijens, 1 jan. 11.00 ds. D. de Wit, 2 jan. 14.30 ds. S. Maljaars (657, 586, 939, 642)
church-service-entry (362, 1474, 642, 1606)
church-service-entry (362, 1757, 642, 1945)
place-name: OOSTENDAM (953, 568, 1045, 585)
church-service-entry (1250, 945, 1530, 1021)
church-service-entry (66, 1112, 346, 1187)
place-name: NIEUW-BEIJERLAND (66, 1811, 207, 1827)
place-name: NIEUW-LEKKERLAND (362, 1230, 510, 1247)
service-details: Ger. Gem. 31 dec. 15.30 ds. J.B. Zippro (953, 529, 1234, 567)
service-details: Herv. 31 dec. 19.00 prop. L.J. Walhout, 1 jan. 10.00 dhr. W. v.d. Hemel, 2 jan. 10.00 dhr. A. Slabbekoorn (362, 1701, 643, 1756)
church-service-entry (66, 1810, 346, 2016)
place-name: NUNSPEET (657, 1116, 734, 1132)
church-service-entry (362, 417, 642, 474)
church-service-entry (66, 1602, 346, 1677)
church-service-entry (362, 1153, 642, 1228)
service-details: Herv. Nieuwe Kerk 31 dec. 19.30 en 1 jan. 10.00 ds. J.W. Sparreboom, 2 jan. 9.30 ds. M.J. van Oordt, 17.00 ds. H.J. Lam, Oude Kerk 31 dec. 19.30 ds. F.J.K. van Santen, 2 jan. 9.30 ds. M. van Heijningen, 18.30 prop. A. v.d. Werf, Ger. Gem. in Ned. 2 jan. 9.30 en 16.00 ds. A. Geuze (362, 778, 643, 945)
place-name: MONTFOORT (66, 1189, 157, 1205)
service-details: Prot. Gem. Brugkerk 2 jan. 9.30 dhr. A.S.N. Noorland (362, 663, 643, 719)
church-service-entry (66, 1678, 346, 1810)
service-details: Herv. 31 dec. 19.30, 1 jan. 9.30 en 2 jan. 9.30 ds. G. v.d. (657, 1997, 939, 2035)
church-service-entry (954, 1040, 1234, 1097)
place-name: OVERBERG (1249, 946, 1330, 963)
place-name: OTTERLO (953, 1343, 1021, 1359)
service-details: 1 jan. 9.30 kand. D.A. Pater, 2 jan. 9.30 en 16.30 ds. B.D. Bouman, Chr. Geref. De Kandelaar 31 dec. 16.30 en 1 jan. 10.00 ds. J.J.G. den Boer, 2 jan. 9.30 en 15.30 ds. J.W. Wüllschleger, Ger. Gem. 31 dec. 19.30, 1 jan. 9.30 en 2 jan. 18.30 ds. A. Schot, 5 jan. 19.30 ds. K. Boeder (657, 324, 939, 471)
place-name: OUD-VOSSEMEER (1249, 834, 1375, 850)
service-details: Herv. 31 dec. 15.30 en 1 jan. 10.00 ds. R. de Koning Gans, 2 jan. 9.30 ds. J.A.W. Verhoeven, 15.30 prof. dr. M.J. Paul (1249, 757, 1530, 831)
place-name: NIEUWPOORT (362, 1476, 458, 1492)
place-name: OOSTERWIJK (953, 701, 1048, 717)
church-service-entry (362, 1399, 642, 1474)
place-name: OUD-ALBLAS (953, 1475, 1047, 1491)
service-details: Herst. Herv. 31 dec. 19.00 en 1 jan. 10.00 ds. V.S. v.d. Meer, 2 jan. 10.00 kand. A. den Hartog jr., 18.00 ds. T.A. Bakker (1249, 1623, 1530, 1697)
place-name: NIEUWKOOP (362, 1079, 450, 1095)
church-service-entry (362, 569, 642, 663)
place-name: NOORDEN (657, 757, 730, 773)
place-name: NIEUWENDIJK (362, 532, 460, 548)
church-service-entry (954, 1001, 1234, 1039)
page-number: 37 (1463, 139, 1525, 202)
service-details: Herv. 31 dec. 19.00 en 1 jan. 10.00 ds. J.P. Lensen, 2 jan. 9.30 ds. J. Domburg, 18.30 ds. A.N. v.d. Wind, Herst. Herv. 31 dec. 17.00 en 1 jan. 10.00 ds. P.D. v.d. Boogaard, 2 jan. 9.30 ds. C.M. Visser, 15.30 ds. G.J. van Asperen, Chr. Geref. 31 dec. 19.00 en 1 jan. 9.30 evang. H. Bor, 2 jan. 9.30 en 14.00 stud. J. Verschoof, Ger. Gem. 31 dec. 17.00 ds. B. Labee (1249, 1247, 1530, 1433)
church-service-entry (1250, 832, 1530, 945)
service-details: Ger. Gem. 31 dec. 16.30 stud. M. Boersma, 2 jan. 9.30 ds. G. Hoogerland, 15.00 ds. G.W.S. Mulder (1249, 1567, 1530, 1622)
place-name: NAALDWIJK (66, 1377, 151, 1394)
church-service-entry (1250, 663, 1530, 757)
place-name: OOSTERWOLDE (953, 758, 1065, 774)
church-service-entry (66, 867, 346, 1035)
place-name: ONSTWEDDE (657, 1998, 749, 2015)
